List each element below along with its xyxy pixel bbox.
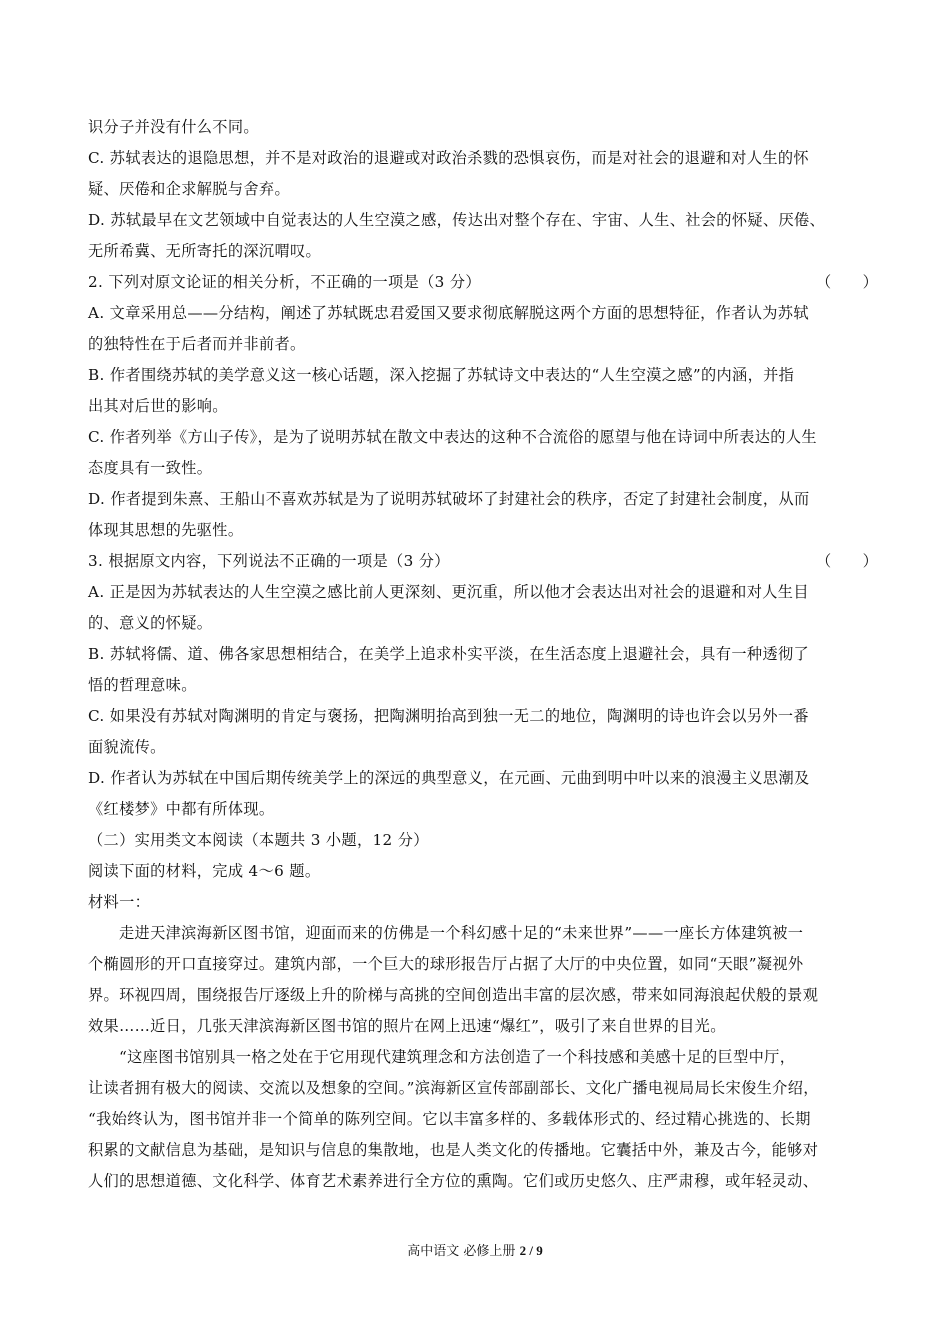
material-paragraph-line: 人们的思想道德、文化科学、体育艺术素养进行全方位的熏陶。它们或历史悠久、庄严肃穆，或年轻灵动、: [88, 1172, 819, 1190]
option-d-text: D. 苏轼最早在文艺领域中自觉表达的人生空漠之感，传达出对整个存在、宇宙、人生、社会的怀疑、厌倦、: [88, 211, 826, 229]
text-line: 疑、厌倦和企求解脱与舍弃。: [88, 180, 290, 198]
question-3-stem: [88, 546, 879, 577]
material-paragraph-line: 个椭圆形的开口直接穿过。建筑内部，一个巨大的球形报告厅占据了大厅的中央位置，如同“天眼”凝视外: [88, 955, 804, 973]
footer-subject: 高中语文 必修上册: [407, 1244, 516, 1259]
question-3-text: 3. 根据原文内容，下列说法不正确的一项是（3 分）: [88, 552, 450, 570]
q3-option-d: D. 作者认为苏轼在中国后期传统美学上的深远的典型意义，在元画、元曲到明中叶以来的浪漫主义思潮及: [88, 769, 810, 787]
material-paragraph-line: 走进天津滨海新区图书馆，迎面而来的仿佛是一个科幻感十足的“未来世界”——一座长方体建筑被一: [119, 924, 804, 942]
text-line: 出其对后世的影响。: [88, 397, 228, 415]
text-line: 体现其思想的先驱性。: [88, 521, 244, 539]
material-paragraph-line: 界。环视四周，围绕报告厅逐级上升的阶梯与高挑的空间创造出丰富的层次感，带来如同海浪起伏般的景观: [88, 986, 819, 1004]
q2-option-b: B. 作者围绕苏轼的美学意义这一核心话题，深入挖掘了苏轼诗文中表达的“人生空漠之感”的内涵，并指: [88, 366, 795, 384]
q2-option-d: D. 作者提到朱熹、王船山不喜欢苏轼是为了说明苏轼破坏了封建社会的秩序，否定了封建社会制度，从而: [88, 490, 810, 508]
text-line: 识分子并没有什么不同。: [88, 118, 259, 136]
material-label: 材料一：: [88, 893, 151, 911]
q3-option-c: C. 如果没有苏轼对陶渊明的肯定与褒扬，把陶渊明抬高到独一无二的地位，陶渊明的诗也许会以另外一番: [88, 707, 809, 725]
page-number: 2 / 9: [519, 1243, 543, 1258]
q2-option-c: C. 作者列举《方山子传》，是为了说明苏轼在散文中表达的这种不合流俗的愿望与他在诗词中所表达的人生: [88, 428, 817, 446]
text-line: 的独特性在于后者而并非前者。: [88, 335, 306, 353]
material-paragraph-line: 积累的文献信息为基础，是知识与信息的集散地，也是人类文化的传播地。它囊括中外，兼及古今，能够对: [88, 1141, 819, 1159]
q3-option-a: A. 正是因为苏轼表达的人生空漠之感比前人更深刻、更沉重，所以他才会表达出对社会的退避和对人生目: [88, 583, 809, 601]
material-paragraph-line: “我始终认为，图书馆并非一个简单的陈列空间。它以丰富多样的、多载体形式的、经过精心挑选的、长期: [88, 1110, 811, 1128]
section-heading: （二）实用类文本阅读（本题共 3 小题，12 分）: [88, 831, 429, 849]
text-line: 《红楼梦》中都有所体现。: [88, 800, 275, 818]
document-body: [88, 112, 879, 1197]
question-2-stem: [88, 267, 879, 298]
material-paragraph-line: 效果……近日，几张天津滨海新区图书馆的照片在网上迅速“爆红”，吸引了来自世界的目光。: [88, 1017, 726, 1035]
material-paragraph-line: 让读者拥有极大的阅读、交流以及想象的空间。”滨海新区宣传部副部长、文化广播电视局局长宋俊生介绍，: [88, 1079, 819, 1097]
section-instruction: 阅读下面的材料，完成 4～6 题。: [88, 862, 321, 880]
text-line: 悟的哲理意味。: [88, 676, 197, 694]
text-line: 面貌流传。: [88, 738, 166, 756]
q3-option-b: B. 苏轼将儒、道、佛各家思想相结合，在美学上追求朴实平淡，在生活态度上退避社会，具有一种透彻了: [88, 645, 810, 663]
text-line: 的、意义的怀疑。: [88, 614, 213, 632]
page-footer: [0, 1241, 950, 1262]
text-line: 无所希冀、无所寄托的深沉喟叹。: [88, 242, 322, 260]
text-line: 态度具有一致性。: [88, 459, 213, 477]
answer-blank: （ ）: [816, 273, 879, 291]
q2-option-a: A. 文章采用总——分结构，阐述了苏轼既忠君爱国又要求彻底解脱这两个方面的思想特征，作者认为苏轼: [88, 304, 809, 322]
option-c-text: C. 苏轼表达的退隐思想，并不是对政治的退避或对政治杀戮的恐惧哀伤，而是对社会的退避和对人生的怀: [88, 149, 809, 167]
material-paragraph-line: “这座图书馆别具一格之处在于它用现代建筑理念和方法创造了一个科技感和美感十足的巨型中厅，: [119, 1048, 796, 1066]
question-2-text: 2. 下列对原文论证的相关分析，不正确的一项是（3 分）: [88, 273, 481, 291]
answer-blank: （ ）: [816, 552, 879, 570]
